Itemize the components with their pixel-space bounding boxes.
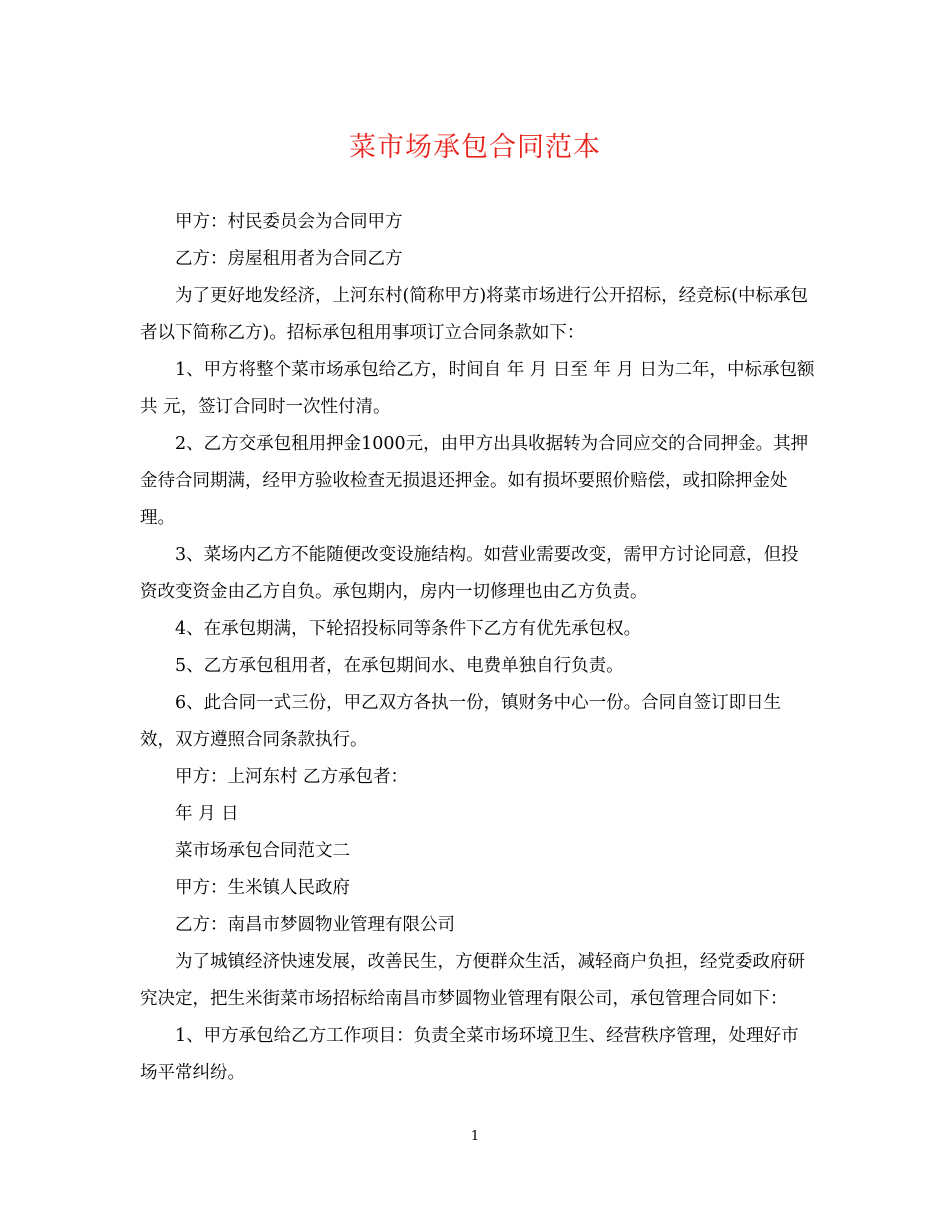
intro-paragraph: 为了更好地发经济，上河东村(简称甲方)将菜市场进行公开招标，经竞标(中标承包者以下简称乙方)。招标承包租用事项订立合同条款如下： (140, 286, 808, 343)
party-b-line: 乙方：房屋租用者为合同乙方 (175, 249, 403, 269)
date-line: 年 月 日 (175, 804, 239, 824)
sample-two-party-b-line: 乙方：南昌市梦圆物业管理有限公司 (175, 915, 455, 935)
clause-4: 4、在承包期满，下轮招投标同等条件下乙方有优先承包权。 (175, 619, 642, 639)
sample-two-clause-1: 1、甲方承包给乙方工作项目：负责全菜市场环境卫生、经营秩序管理，处理好市场平常纠纷。 (140, 1026, 799, 1083)
sample-two-intro-paragraph: 为了城镇经济快速发展，改善民生，方便群众生活，减轻商户负担，经党委政府研究决定，把生米街菜市场招标给南昌市梦圆物业管理有限公司，承包管理合同如下： (140, 952, 805, 1009)
clause-3: 3、菜场内乙方不能随便改变设施结构。如营业需要改变，需甲方讨论同意，但投资改变资金由乙方自负。承包期内，房内一切修理也由乙方负责。 (140, 545, 799, 602)
page-number: 1 (470, 1129, 480, 1144)
sample-two-party-a-line: 甲方：生米镇人民政府 (175, 878, 350, 898)
signature-line: 甲方：上河东村 乙方承包者： (175, 767, 409, 787)
document-title: 菜市场承包合同范本 (349, 132, 601, 163)
section-heading-sample-two: 菜市场承包合同范文二 (175, 841, 350, 861)
clause-6: 6、此合同一式三份，甲乙双方各执一份，镇财务中心一份。合同自签订即日生效，双方遵照合同条款执行。 (140, 693, 782, 750)
clause-2: 2、乙方交承包租用押金1000元，由甲方出具收据转为合同应交的合同押金。其押金待合同期满，经甲方验收检查无损退还押金。如有损坏要照价赔偿，或扣除押金处理。 (140, 434, 809, 528)
clause-1: 1、甲方将整个菜市场承包给乙方，时间自 年 月 日至 年 月 日为二年，中标承包额共 元，签订合同时一次性付清。 (140, 360, 815, 417)
clause-5: 5、乙方承包租用者，在承包期间水、电费单独自行负责。 (175, 656, 624, 676)
party-a-line: 甲方：村民委员会为合同甲方 (175, 212, 403, 232)
document-body (140, 204, 815, 1092)
